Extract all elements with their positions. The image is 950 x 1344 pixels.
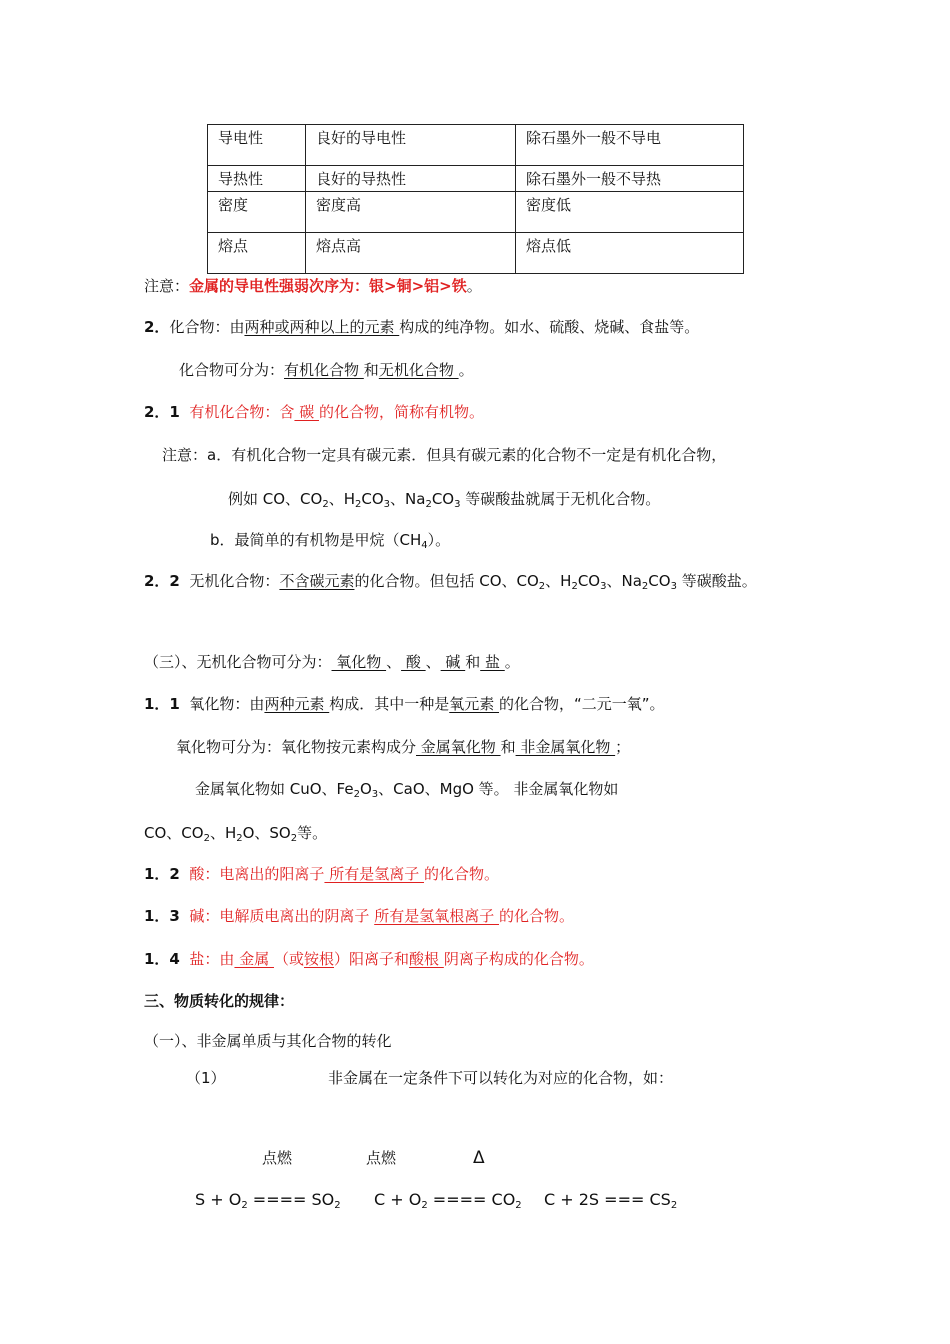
table-cell: 密度高 <box>306 192 516 233</box>
text: （三）、无机化合物可分为： <box>144 653 332 671</box>
table-cell: 熔点低 <box>516 233 744 274</box>
underlined-text: 金属氧化物 <box>416 738 501 756</box>
note-methane <box>210 530 450 550</box>
underlined-text: 所有是氢离子 <box>324 865 424 883</box>
table-cell: 除石墨外一般不导电 <box>516 125 744 166</box>
section-1-1-oxide <box>144 694 665 714</box>
underlined-text: 铵根 <box>304 950 335 968</box>
subscript: 2 <box>641 581 649 592</box>
subscript: 2 <box>353 789 360 800</box>
underlined-text: 不含碳元素 <box>279 572 355 590</box>
text: CO <box>648 572 671 590</box>
text: CO <box>431 490 455 508</box>
subscript: 3 <box>371 789 379 800</box>
subscript: 2 <box>241 1200 248 1211</box>
text: CO <box>361 490 384 508</box>
text: b．最简单的有机物是甲烷（CH <box>210 531 422 549</box>
section-1-3-base <box>144 906 574 926</box>
text: 化合物可分为： <box>179 361 285 379</box>
text: 注意：a．有机化合物一定具有碳元素．但具有碳元素的化合物不一定是有机化合物， <box>162 446 727 464</box>
text: 的化合物，简称有机物。 <box>318 403 484 421</box>
subscript: 2 <box>515 1200 522 1211</box>
text: ==== CO <box>427 1190 516 1209</box>
text: CO <box>577 572 601 590</box>
text: 酸：电离出的阳离子 <box>189 865 325 883</box>
subscript: 2 <box>322 499 329 510</box>
text: O <box>359 780 372 798</box>
underlined-text: 酸根 <box>409 950 444 968</box>
table-cell: 良好的导热性 <box>306 166 516 192</box>
subscript: 2 <box>538 581 546 592</box>
underlined-text: 无机化合物 <box>378 361 459 379</box>
note-organic-example <box>228 489 660 509</box>
section-2-2-inorganic <box>144 571 757 591</box>
subscript: 2 <box>355 499 362 510</box>
underlined-text: 两种元素 <box>264 695 330 713</box>
text: 的化合物，“二元一氧”。 <box>499 695 665 713</box>
subscript: 2 <box>334 1200 341 1211</box>
subscript: 3 <box>670 581 677 592</box>
table-cell: 密度低 <box>516 192 744 233</box>
text: 、CaO、MgO 等。 非金属氧化物如 <box>378 780 619 798</box>
text: 有机化合物：含 <box>189 403 295 421</box>
section-1-2-acid <box>144 864 499 884</box>
equation-carbon-sulfur <box>544 1190 677 1210</box>
text: 氧化物：由 <box>189 695 265 713</box>
table-cell: 导热性 <box>208 166 306 192</box>
section-number: 2． <box>144 318 170 336</box>
text: ==== SO <box>247 1190 335 1209</box>
section-number: 2．2 <box>144 572 180 590</box>
text: 、H <box>328 490 355 508</box>
section-number: 1．1 <box>144 695 180 713</box>
table-cell: 熔点 <box>208 233 306 274</box>
text: 、Na <box>390 490 426 508</box>
subscript: 2 <box>290 833 298 844</box>
note-text: 金属的导电性强弱次序为：银>铜>铝>铁 <box>189 277 467 295</box>
subscript: 4 <box>421 540 428 551</box>
subscript: 2 <box>421 1200 428 1211</box>
underlined-text: 碱 <box>440 653 466 671</box>
underlined-text: 氧元素 <box>449 695 500 713</box>
section-2-compound <box>144 317 699 337</box>
table-row <box>208 233 744 274</box>
note-organic <box>162 445 726 465</box>
section-number: 1．3 <box>144 907 180 925</box>
subscript: 2 <box>203 833 210 844</box>
table-row <box>208 166 744 192</box>
section-2-1-organic <box>144 402 484 422</box>
text: 例如 CO、CO <box>228 490 323 508</box>
text: 构成的纯净物。如水、硫酸、烧碱、食盐等。 <box>399 318 700 336</box>
note-suffix: 。 <box>466 277 482 295</box>
subheading-nonmetal: （一）、非金属单质与其化合物的转化 <box>144 1032 392 1050</box>
underlined-text: 碳 <box>294 403 319 421</box>
text: S + O <box>195 1190 242 1209</box>
underlined-text: 所有是氢氧根离子 <box>374 907 499 925</box>
text: C + 2S === CS <box>544 1190 671 1209</box>
subscript: 2 <box>571 581 578 592</box>
oxide-classification <box>176 737 630 757</box>
text: （或 <box>273 950 304 968</box>
subscript: 3 <box>600 581 607 592</box>
section-number: 2．1 <box>144 403 180 421</box>
table-row <box>208 125 744 166</box>
heading-transformation-rules: 三、物质转化的规律： <box>144 992 295 1010</box>
subscript: 2 <box>670 1200 678 1211</box>
subscript: 3 <box>454 499 461 510</box>
text: 等。 <box>297 824 328 842</box>
note-conductivity <box>144 276 482 296</box>
underlined-text: 非金属氧化物 <box>515 738 616 756</box>
text: ）。 <box>427 531 451 549</box>
condition-ignite-2: 点燃 <box>366 1149 397 1167</box>
metal-oxide-examples <box>195 779 618 799</box>
text: 碱：电解质电离出的阴离子 <box>189 907 375 925</box>
table-cell: 密度 <box>208 192 306 233</box>
properties-table <box>207 124 744 274</box>
subscript: 2 <box>425 499 432 510</box>
text: 和 <box>500 738 516 756</box>
item-1-text: 非金属在一定条件下可以转化为对应的化合物，如： <box>328 1069 674 1087</box>
underlined-text: 盐 <box>480 653 505 671</box>
text: 。 <box>504 653 520 671</box>
section-number: 1．4 <box>144 950 180 968</box>
table-row <box>208 192 744 233</box>
table-cell: 熔点高 <box>306 233 516 274</box>
compound-classification <box>179 360 474 380</box>
text: CO、CO <box>144 824 204 842</box>
text: 阴离子构成的化合物。 <box>443 950 594 968</box>
text: 氧化物可分为：氧化物按元素构成分 <box>176 738 417 756</box>
text: 等碳酸盐。 <box>676 572 757 590</box>
inorganic-classification <box>144 652 520 672</box>
text: 、H <box>209 824 237 842</box>
equation-carbon-oxygen <box>374 1190 522 1210</box>
subscript: 3 <box>383 499 391 510</box>
section-number: 1．2 <box>144 865 180 883</box>
text: C + O <box>374 1190 422 1209</box>
text: ； <box>615 738 631 756</box>
underlined-text: 酸 <box>401 653 426 671</box>
text: 、 <box>386 653 402 671</box>
text: 、 <box>425 653 441 671</box>
text: 、H <box>545 572 572 590</box>
text: 和 <box>465 653 481 671</box>
table-cell: 导电性 <box>208 125 306 166</box>
underlined-text: 两种或两种以上的元素 <box>244 318 400 336</box>
condition-ignite-1: 点燃 <box>262 1149 293 1167</box>
table-cell: 良好的导电性 <box>306 125 516 166</box>
text: 化合物：由 <box>169 318 245 336</box>
text: O、SO <box>242 824 291 842</box>
subscript: 2 <box>236 833 243 844</box>
underlined-text: 金属 <box>234 950 274 968</box>
nonmetal-oxide-examples <box>144 823 327 843</box>
text: 。 <box>458 361 474 379</box>
condition-heat: Δ <box>473 1148 485 1168</box>
text: 、Na <box>606 572 642 590</box>
text: 的化合物。 <box>498 907 574 925</box>
item-1-number: （1） <box>186 1069 226 1087</box>
text: 等碳酸盐就属于无机化合物。 <box>460 490 661 508</box>
section-1-4-salt <box>144 949 594 969</box>
note-prefix: 注意： <box>144 277 190 295</box>
table-cell: 除石墨外一般不导热 <box>516 166 744 192</box>
underlined-text: 有机化合物 <box>284 361 364 379</box>
text: 和 <box>363 361 379 379</box>
text: 金属氧化物如 CuO、Fe <box>195 780 354 798</box>
text: 盐：由 <box>189 950 235 968</box>
text: 构成．其中一种是 <box>329 695 450 713</box>
text: 的化合物。但包括 CO、CO <box>354 572 539 590</box>
underlined-text: 氧化物 <box>331 653 387 671</box>
text: ）阳离子和 <box>334 950 410 968</box>
equation-sulfur <box>195 1190 341 1210</box>
text: 无机化合物： <box>189 572 280 590</box>
text: 的化合物。 <box>423 865 499 883</box>
